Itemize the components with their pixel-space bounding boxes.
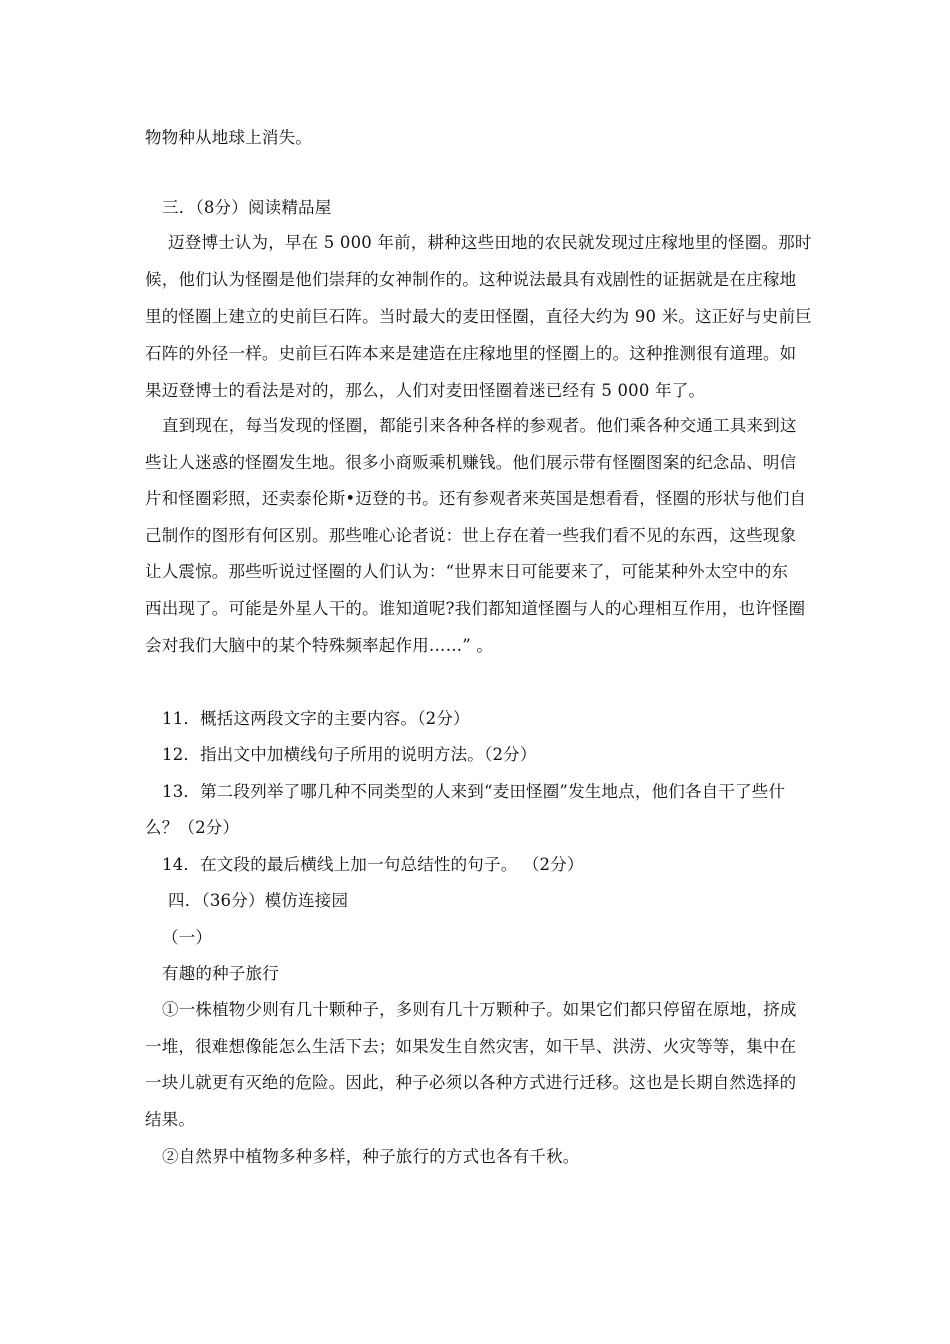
paragraph-line: 片和怪圈彩照，还卖泰伦斯•迈登的书。还有参观者来英国是想看看，怪圈的形状与他们自 <box>145 489 807 508</box>
paragraph-line: 让人震惊。那些听说过怪圈的人们认为：“世界末日可能要来了，可能某种外太空中的东 <box>145 562 789 581</box>
paragraph-line: 果迈登博士的看法是对的，那么，人们对麦田怪圈着迷已经有 5 000 年了。 <box>145 381 706 400</box>
paragraph-line: 西出现了。可能是外星人干的。谁知道呢?我们都知道怪圈与人的心理相互作用，也许怪圈 <box>145 599 806 618</box>
section-3-heading: 三．（8分）阅读精品屋 <box>162 198 332 217</box>
question-12: 12．指出文中加横线句子所用的说明方法。（2分） <box>162 745 537 764</box>
carryover-line: 物物种从地球上消失。 <box>145 128 312 147</box>
section-4-heading: 四．（36分）模仿连接园 <box>168 891 349 910</box>
paragraph-line: 石阵的外径一样。史前巨石阵本来是建造在庄稼地里的怪圈上的。这种推测很有道理。如 <box>145 344 797 363</box>
paragraph-line: 里的怪圈上建立的史前巨石阵。当时最大的麦田怪圈，直径大约为 90 米。这正好与史前巨 <box>145 307 812 326</box>
paragraph-line: 会对我们大脑中的某个特殊频率起作用……” 。 <box>145 636 494 655</box>
paragraph-line: ①一株植物少则有几十颗种子，多则有几十万颗种子。如果它们都只停留在原地，挤成 <box>162 1000 797 1019</box>
paragraph-line: 一堆，很难想像能怎么生活下去；如果发生自然灾害，如干旱、洪涝、火灾等等，集中在 <box>145 1037 797 1056</box>
paragraph-line: 一块儿就更有灭绝的危险。因此，种子必须以各种方式进行迁移。这也是长期自然选择的 <box>145 1073 797 1092</box>
paragraph-line: 结果。 <box>145 1110 196 1129</box>
question-13: 13．第二段列举了哪几种不同类型的人来到“麦田怪圈”发生地点，他们各自干了些什 <box>162 782 786 801</box>
paragraph-line: 候，他们认为怪圈是他们崇拜的女神制作的。这种说法最具有戏剧性的证据就是在庄稼地 <box>145 270 797 289</box>
section-4-subheading: （一） <box>162 928 213 947</box>
paragraph-line: 迈登博士认为，早在 5 000 年前，耕种这些田地的农民就发现过庄稼地里的怪圈。那时 <box>168 233 812 252</box>
paragraph-line: 些让人迷惑的怪圈发生地。很多小商贩乘机赚钱。他们展示带有怪圈图案的纪念品、明信 <box>145 453 797 472</box>
question-11: 11．概括这两段文字的主要内容。（2分） <box>162 709 470 728</box>
paragraph-line: ②自然界中植物多种多样，种子旅行的方式也各有千秋。 <box>162 1147 580 1166</box>
question-14: 14．在文段的最后横线上加一句总结性的句子。 （2分） <box>162 855 584 874</box>
paragraph-line: 己制作的图形有何区别。那些唯心论者说：世上存在着一些我们看不见的东西，这些现象 <box>145 526 797 545</box>
paragraph-line: 直到现在，每当发现的怪圈，都能引来各种各样的参观者。他们乘各种交通工具来到这 <box>162 416 797 435</box>
passage-title: 有趣的种子旅行 <box>162 964 279 983</box>
question-13-continued: 么？（2分） <box>145 818 240 837</box>
